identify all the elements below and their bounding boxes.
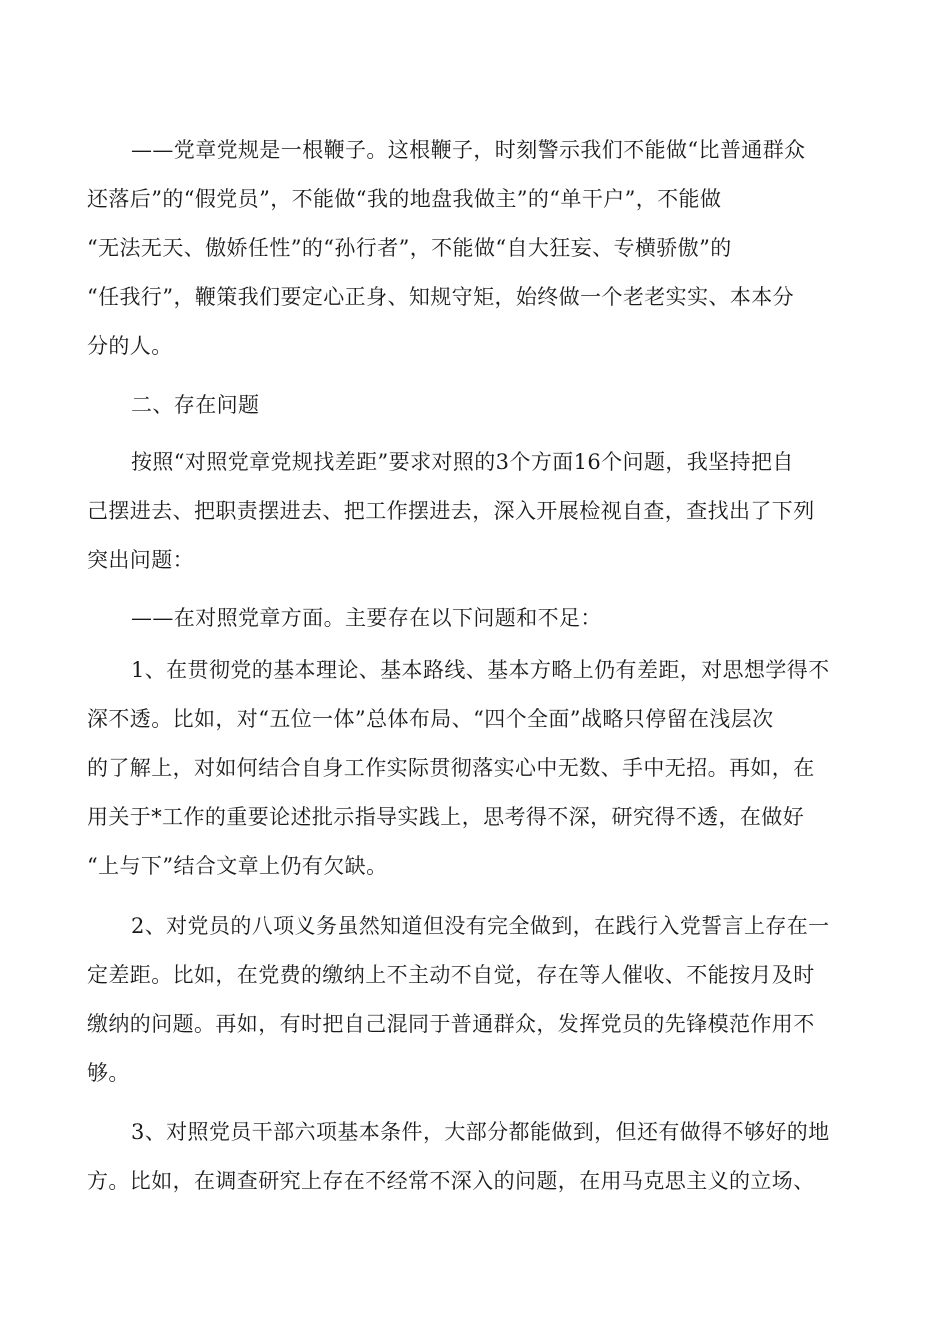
text-line: 够。: [87, 1061, 130, 1085]
text-line: 深不透。比如，对“五位一体”总体布局、“四个全面”战略只停留在浅层次: [87, 707, 774, 731]
text-line: 1、在贯彻党的基本理论、基本路线、基本方略上仍有差距，对思想学得不: [131, 658, 830, 682]
text-line: 还落后”的“假党员”，不能做“我的地盘我做主”的“单干户”，不能做: [87, 187, 722, 211]
text-line: 定差距。比如，在党费的缴纳上不主动不自觉，存在等人催收、不能按月及时: [87, 963, 815, 987]
text-line: ——党章党规是一根鞭子。这根鞭子，时刻警示我们不能做“比普通群众: [131, 138, 806, 162]
text-line: ——在对照党章方面。主要存在以下问题和不足：: [131, 606, 602, 630]
text-line: 分的人。: [87, 334, 173, 358]
text-line: “无法无天、傲娇任性”的“孙行者”，不能做“自大狂妄、专横骄傲”的: [87, 236, 732, 260]
text-line: 用关于*工作的重要论述批示指导实践上，思考得不深，研究得不透，在做好: [87, 805, 805, 829]
text-line: 2、对党员的八项义务虽然知道但没有完全做到，在践行入党誓言上存在一: [131, 914, 830, 938]
text-line: “任我行”，鞭策我们要定心正身、知规守矩，始终做一个老老实实、本本分: [87, 285, 795, 309]
section-heading: 二、存在问题: [131, 393, 260, 417]
text-line: “上与下”结合文章上仍有欠缺。: [87, 854, 388, 878]
text-line: 突出问题：: [87, 548, 194, 572]
text-line: 己摆进去、把职责摆进去、把工作摆进去，深入开展检视自查，查找出了下列: [87, 499, 815, 523]
text-line: 方。比如，在调查研究上存在不经常不深入的问题，在用马克思主义的立场、: [87, 1169, 815, 1193]
text-line: 3、对照党员干部六项基本条件，大部分都能做到，但还有做得不够好的地: [131, 1120, 830, 1144]
text-line: 的了解上，对如何结合自身工作实际贯彻落实心中无数、手中无招。再如，在: [87, 756, 815, 780]
text-line: 按照“对照党章党规找差距”要求对照的3个方面16个问题，我坚持把自: [131, 450, 794, 474]
text-line: 缴纳的问题。再如，有时把自己混同于普通群众，发挥党员的先锋模范作用不: [87, 1012, 815, 1036]
